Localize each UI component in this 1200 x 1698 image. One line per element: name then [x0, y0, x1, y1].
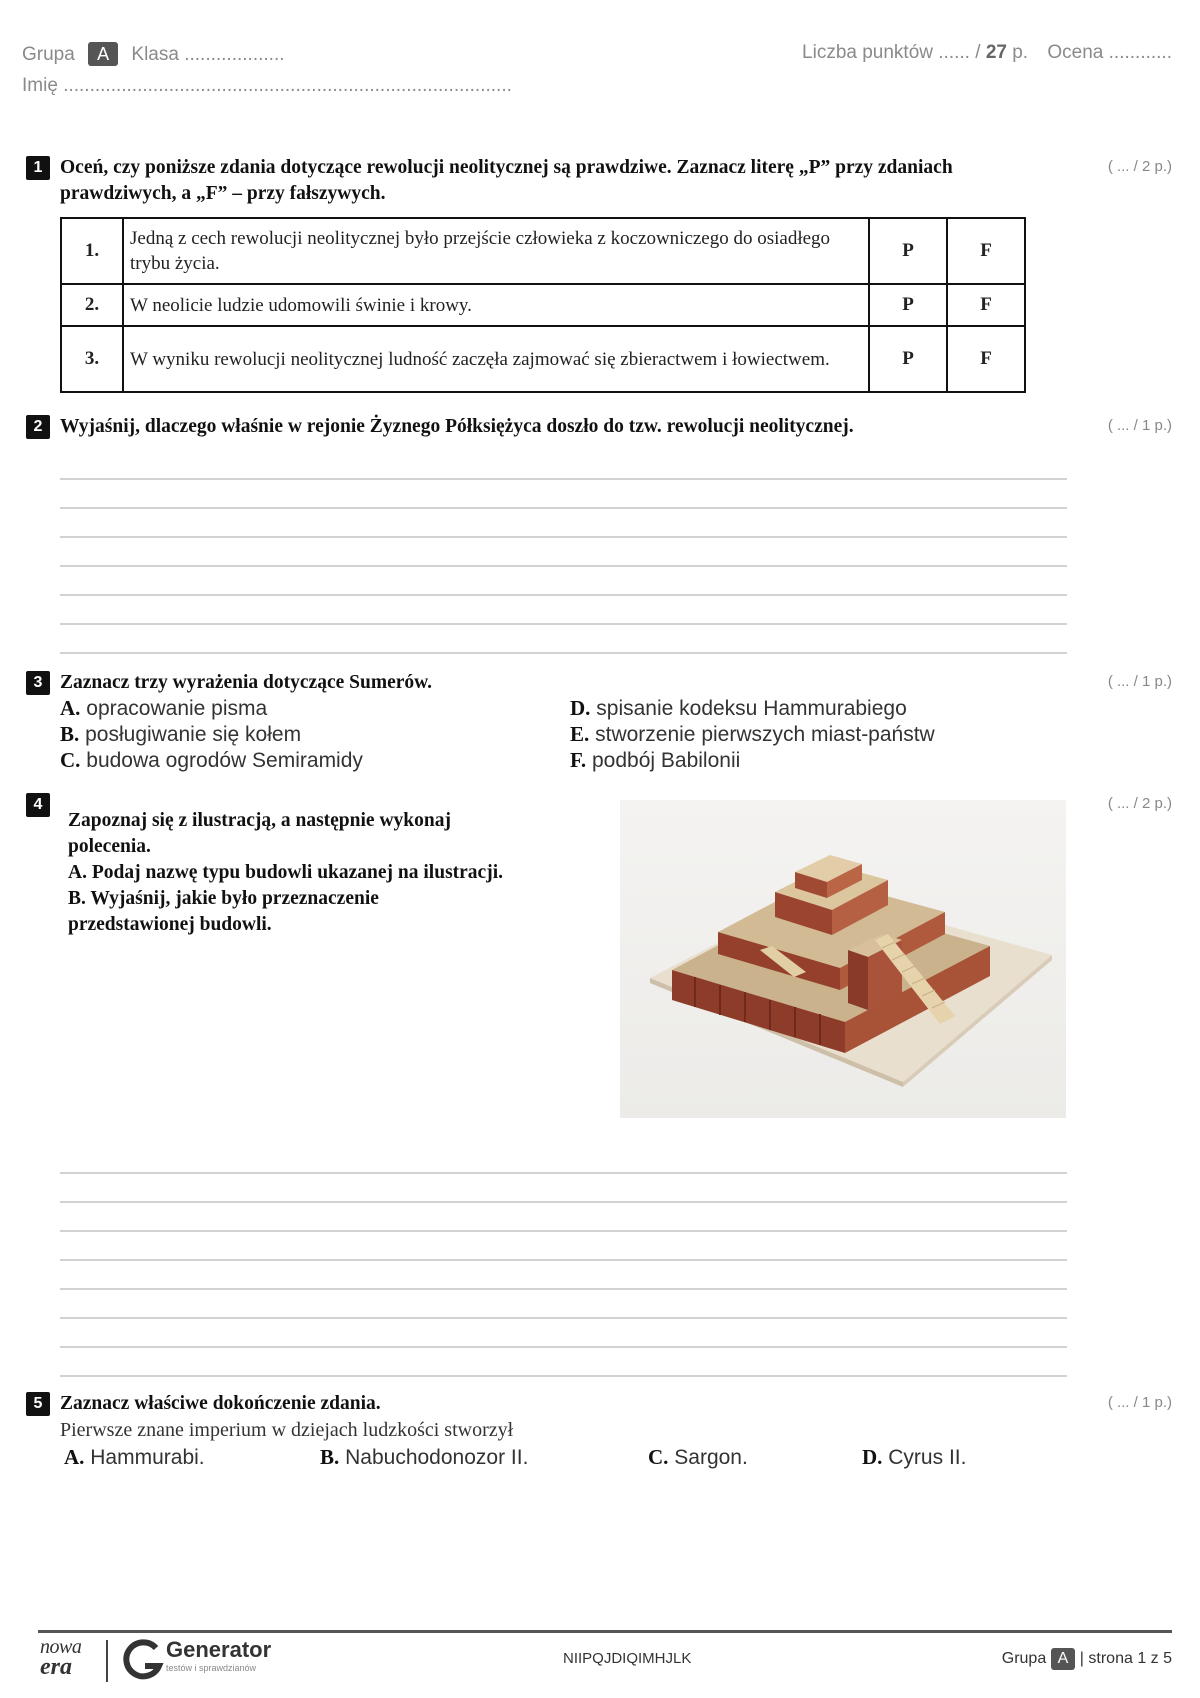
row-statement: W neolicie ludzie udomowili świnie i krowy. — [123, 284, 869, 326]
option-d[interactable]: D. spisanie kodeksu Hammurabiego — [570, 696, 907, 720]
row-statement: W wyniku rewolucji neolitycznej ludność zaczęła zajmować się zbieractwem i łowiectwem. — [123, 326, 869, 392]
question-5-number: 5 — [26, 1392, 50, 1416]
generator-logo-icon — [120, 1638, 166, 1684]
row-statement: Jedną z cech rewolucji neolitycznej było przejście człowieka z koczowniczego do osiadłego trybu życia. — [123, 218, 869, 284]
punkty-sep: / — [975, 42, 981, 63]
option-b[interactable]: B. posługiwanie się kołem — [60, 722, 302, 746]
header-imie — [22, 75, 512, 97]
question-2-points: ( ... / 1 p.) — [1107, 417, 1172, 434]
option-a[interactable]: A. opracowanie pisma — [60, 696, 268, 720]
true-option[interactable]: P — [869, 326, 947, 392]
question-3-text: Zaznacz trzy wyrażenia dotyczące Sumerów. — [60, 672, 433, 693]
question-5-sentence: Pierwsze znane imperium w dziejach ludzkości stworzył — [60, 1419, 514, 1441]
punkty-unit: p. — [1012, 42, 1029, 63]
logo-bottom: era — [40, 1654, 72, 1680]
logo-top: nowa — [40, 1636, 82, 1658]
document-code: NIIPQJDIQIMHJLK — [563, 1650, 692, 1667]
option-d[interactable]: D. Cyrus II. — [862, 1445, 967, 1469]
question-4-points: ( ... / 2 p.) — [1107, 795, 1172, 812]
false-option[interactable]: F — [947, 284, 1025, 326]
question-2-text: Wyjaśnij, dlaczego właśnie w rejonie Żyznego Półksiężyca doszło do tzw. rewolucji neolitycznej. — [60, 416, 854, 437]
row-number: 2. — [61, 284, 123, 326]
logo-separator — [106, 1640, 108, 1682]
footer-divider — [38, 1630, 1172, 1633]
header-grupa — [22, 42, 285, 66]
true-false-table — [60, 217, 1026, 393]
table-row — [61, 326, 1025, 392]
ziggurat-model-icon — [620, 800, 1066, 1118]
question-3-points: ( ... / 1 p.) — [1107, 673, 1172, 690]
ocena-label: Ocena — [1047, 42, 1104, 63]
true-option[interactable]: P — [869, 218, 947, 284]
row-number: 1. — [61, 218, 123, 284]
imie-label: Imię — [22, 75, 58, 96]
question-4-text: Zapoznaj się z ilustracją, a następnie wykonaj polecenia. A. Podaj nazwę typu budowli ukazanej na ilustracji. B. Wyjaśnij, jakie było przeznaczenie przedstawionej budowli. — [68, 810, 503, 935]
option-f[interactable]: F. podbój Babilonii — [570, 748, 741, 772]
table-row — [61, 218, 1025, 284]
question-5-points: ( ... / 1 p.) — [1107, 1394, 1172, 1411]
klasa-field[interactable]: ................... — [184, 44, 285, 65]
question-1-text: Oceń, czy poniższe zdania dotyczące rewolucji neolitycznej są prawdziwe. Zaznacz literę „P” przy zdaniach prawdziwych, a „F” – przy fałszywych. — [60, 157, 953, 204]
ziggurat-illustration — [620, 800, 1066, 1118]
false-option[interactable]: F — [947, 326, 1025, 392]
option-b[interactable]: B. Nabuchodonozor II. — [320, 1445, 529, 1469]
footer-page-number: | strona 1 z 5 — [1079, 1650, 1172, 1667]
question-1-points: ( ... / 2 p.) — [1107, 158, 1172, 175]
option-c[interactable]: C. Sargon. — [648, 1445, 748, 1469]
footer-grupa-label: Grupa — [1001, 1650, 1047, 1667]
footer-page-info — [1002, 1648, 1172, 1670]
ocena-field[interactable]: ............ — [1108, 42, 1172, 63]
question-3-number: 3 — [26, 671, 50, 695]
false-option[interactable]: F — [947, 218, 1025, 284]
punkty-field[interactable]: ...... — [938, 42, 970, 63]
grupa-label: Grupa — [22, 44, 75, 65]
imie-field[interactable]: ..................................................................................... — [63, 75, 512, 96]
punkty-label: Liczba punktów — [802, 42, 933, 63]
klasa-label: Klasa — [131, 44, 179, 65]
grupa-badge: A — [88, 42, 118, 66]
table-row — [61, 284, 1025, 326]
option-e[interactable]: E. stworzenie pierwszych miast-państw — [570, 722, 935, 746]
header-score — [802, 42, 1172, 64]
question-4-number: 4 — [26, 793, 50, 817]
footer-grupa-badge: A — [1051, 1648, 1076, 1670]
nowa-era-logo — [40, 1638, 96, 1686]
question-1-number: 1 — [26, 156, 50, 180]
true-option[interactable]: P — [869, 284, 947, 326]
generator-logo-text: Generator testów i sprawdzianów — [166, 1637, 272, 1673]
row-number: 3. — [61, 326, 123, 392]
question-2-number: 2 — [26, 415, 50, 439]
option-a[interactable]: A. Hammurabi. — [64, 1445, 205, 1469]
punkty-max: 27 — [985, 42, 1007, 63]
option-c[interactable]: C. budowa ogrodów Semiramidy — [60, 748, 363, 772]
question-5-text: Zaznacz właściwe dokończenie zdania. — [60, 1393, 381, 1414]
